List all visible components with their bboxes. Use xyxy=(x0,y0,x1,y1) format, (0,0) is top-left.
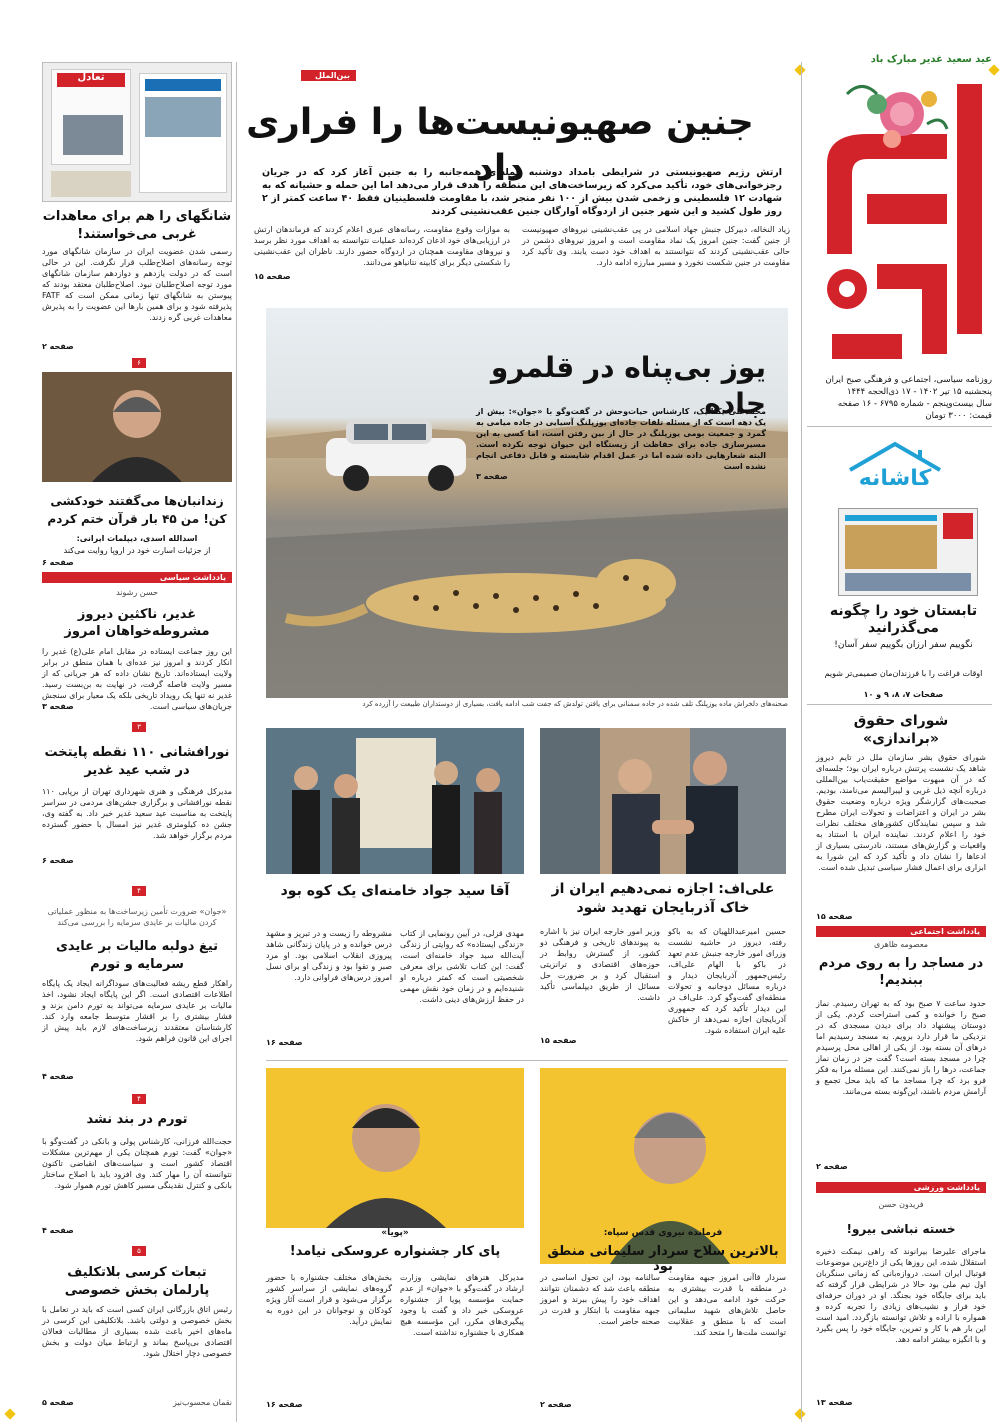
cheetah-body: محمدعلی یکتانیک، کارشناس حیات‌وحش در گفت‌وگو با «جوان»: بیش از یک دهه است که از مسئله تلفات جاده‌ای یوزپلنگ آسیایی در جاده میامی به گمرد و جمعیت بومی یوزپلنگ در حال از بین رفتن است، اما کسی به این مسیرسازی جاده برای حفاظت از زیستگاه این حیوان توجه نکرده است. البته شعارهایی داده شده اما در عمل اقدام شایسته و قابل دفاعی انجام نشده است xyxy=(476,407,766,471)
corner-decoration xyxy=(794,1408,805,1419)
ghadir-page[interactable]: صفحه ۳ xyxy=(42,702,74,711)
masthead-info-line2: پنجشنبه ۱۵ تیر ۱۴۰۲ - ۱۷ ذی‌الحجه ۱۴۴۴ xyxy=(846,387,992,397)
noor-headline: نورافشانی ۱۱۰ نقطه پایتخت در شب عید غدیر xyxy=(44,745,230,778)
lead-col2: به موازات وقوع مقاومت، رسانه‌های عبری اعلام کردند که فرماندهان ارتش در ارزیابی‌های خود اذعان کرده‌اند عملیات نتوانسته به اهداف مورد نظر برسد و نیروهای مقاومت همچنان در اردوگاه حضور دارند. ناظران این عقب‌نشینی را شکستی دیگر برای کابینه نتانیاهو می‌دانند. xyxy=(254,225,510,267)
newspapers-thumbnail[interactable] xyxy=(42,62,232,202)
tigh-kicker: «جوان» ضرورت تأمین زیرساخت‌ها به منظور عملیاتی کردن مالیات بر عایدی سرمایه را بررسی می‌کند xyxy=(47,907,227,927)
khasteh-headline: خسته نباشی بیرو! xyxy=(846,1222,956,1236)
lead-page[interactable]: صفحه ۱۵ xyxy=(254,272,291,281)
masthead-logo xyxy=(807,74,992,364)
aliyev-body2: وزیر امور خارجه ایران نیز با اشاره به پیوندهای تاریخی و فرهنگی دو کشور، از گسترش روابط در حوزه‌های اقتصادی و ترانزیتی استقبال کرد و بر ضرورت حل مسائل از طریق دیپلماسی تأکید داشت. xyxy=(540,927,660,1002)
khasteh-page[interactable]: صفحه ۱۳ xyxy=(816,1398,853,1407)
section-marker: ۳ xyxy=(132,722,146,732)
kashaneh-subtitle: نگوییم سفر ارزان بگوییم سفر آسان! xyxy=(834,640,973,650)
kashaneh-headline: تابستان خود را چگونه می‌گذرانید xyxy=(829,603,978,636)
tigh-page[interactable]: صفحه ۴ xyxy=(42,1072,74,1081)
asadi-page[interactable]: صفحه ۶ xyxy=(42,558,74,567)
kashaneh-body: اوقات فراغت را با فرزندان‌مان صمیمی‌تر شویم xyxy=(824,669,983,678)
asadi-subtitle: اسدالله اسدی، دیپلمات ایرانی: xyxy=(76,534,198,543)
masajed-body: حدود ساعت ۷ صبح بود که به تهران رسیدم. نماز صبح را خوانده و کمی استراحت کردم. یکی از دوستان پیشنهاد داد برای دیدن مسجدی که در نزدیکی ما قرار دارد برویم. به مسجد رسیدیم اما درهای آن بسته بود. از یکی از اهالی محل پرسیدم چرا در مسجد بسته است؟ گفت جز در زمان نماز جماعت، درها را باز نمی‌کنند. این مسئله مرا به فکر فرو برد که چرا مساجد ما که باید محل تجمع و آرامش مردم باشند، این‌گونه بسته می‌مانند. xyxy=(816,999,986,1096)
tavarom-body: حجت‌الله فرزانی، کارشناس پولی و بانکی در گفت‌وگو با «جوان» گفت: تورم همچنان یکی از مهم‌ترین مشکلات اقتصاد کشور است و سیاست‌های انقباضی تاکنون نتوانسته آن را مهار کند. وی افزود باید با اصلاح ساختار بانکی و کنترل نقدینگی مسیر کاهش تورم هموار شود. xyxy=(42,1137,232,1190)
cheetah-headline: یوز بی‌پناه در قلمرو جاده xyxy=(490,351,766,420)
masthead-info-line1: روزنامه سیاسی، اجتماعی و فرهنگی صبح ایران xyxy=(825,375,992,385)
masthead-greeting: عید سعید غدیر مبارک باد xyxy=(870,54,992,65)
shoura-headline: شورای حقوق «براندازی» xyxy=(853,713,949,747)
pouya-photo-graphic xyxy=(266,1068,524,1228)
pouya-subtitle: «پویا» xyxy=(381,1228,409,1238)
ghadir-headline: غدیر، ناکثین دیروز مشروطه‌خواهان امروز xyxy=(64,607,210,639)
pouya-headline: پای کار جشنواره عروسکی نیامد! xyxy=(289,1244,501,1259)
shanghai-body: رسمی شدن عضویت ایران در سازمان شانگهای مورد توجه رسانه‌های اصلاح‌طلب قرار نگرفت. این در حالی است که در دولت یازدهم و دوازدهم سازمان شانگهای مورد توجه اصلاح‌طلبان نبود. اصلاح‌طلبان معتقد بودند که پیوستن به شانگهای تنها زمانی ممکن است که FATF پذیرفته شود و برای همین بارها این عضویت را به پذیرش معاهدات غربی گره زدند. xyxy=(42,247,232,322)
tavarom-page[interactable]: صفحه ۴ xyxy=(42,1226,74,1235)
pouya-body2: بخش‌های مختلف جشنواره با حضور گروه‌های نمایشی از سراسر کشور برگزار می‌شود و قرار است آثار ویژه کودکان و نوجوانان در این دوره به نمایش درآید. xyxy=(266,1273,392,1326)
noor-body: مدیرکل فرهنگی و هنری شهرداری تهران از برپایی ۱۱۰ نقطه نورافشانی و برگزاری جشن‌های مردمی در سراسر پایتخت به مناسبت عید سعید غدیر خبر داد. به گفته وی، جشن ده کیلومتری غدیر نیز امسال با حضور گسترده مردم برگزار خواهد شد. xyxy=(42,787,232,840)
kashaneh-page[interactable]: صفحات ۷، ۸، ۹ و ۱۰ xyxy=(863,690,944,699)
asadi-headline: زندانبان‌ها می‌گفتند خودکشی کن! من ۴۵ بار قرآن ختم کردم xyxy=(47,494,227,526)
handshake-photo-graphic xyxy=(540,728,786,874)
noor-page[interactable]: صفحه ۶ xyxy=(42,856,74,865)
masthead-info-line3: سال بیست‌وپنجم - شماره ۶۷۹۵ - ۱۶ صفحه xyxy=(837,399,992,409)
tigh-body: راهکار قطع ریشه فعالیت‌های سوداگرانه ایجاد یک پایگاه اطلاعات اقتصادی است. اگر این پایگاه ایجاد نشود، اخذ مالیات بر عایدی سرمایه می‌تواند به تورم دامن بزند و فشار بیشتری را بر اقشار متوسط جامعه وارد کند. کارشناسان معتقدند زیرساخت‌های لازم باید پیش از اجرای این قانون فراهم شود. xyxy=(42,979,232,1043)
lead-headline: جنین صهیونیست‌ها را فراری داد xyxy=(246,102,754,189)
sardar-page[interactable]: صفحه ۲ xyxy=(540,1400,572,1409)
newspapers-label: تعادل xyxy=(77,72,105,83)
masajed-tag: یادداشت اجتماعی xyxy=(816,926,986,937)
shoura-body: شورای حقوق بشر سازمان ملل در تایم دیروز شاهد یک نشست پرتنش درباره ایران بود؛ جلسه‌ای که در آن مبهوت مواضع حقیقت‌یاب بین‌المللی درباره آنچه ذیل غربی و لیبرالیسم می‌نامند، بودیم. صحبت‌های گزارشگر ویژه درباره وضعیت حقوق بشر در ایران و اعتراضات و تحولات ایران مطرح شد و سپس نمایندگان کشورهای مختلف نظرات خود را اعلام کردند. نماینده ایران با استناد به واقعیات و گزارش‌های مستند، نادرستی بسیاری از ادعاها را نشان داد و تأکید کرد که این شورا به ابزاری برای اعمال فشار سیاسی تبدیل شده است. xyxy=(816,753,986,872)
khamenei-headline: آقا سید جواد خامنه‌ای یک کوه بود xyxy=(280,883,510,899)
asadi-photo xyxy=(42,372,232,482)
kursi-headline: تبعات کرسی بلاتکلیف پارلمان بخش خصوصی xyxy=(64,1265,210,1298)
ghadir-tag: یادداشت سیاسی xyxy=(42,572,232,583)
pouya-page[interactable]: صفحه ۱۶ xyxy=(266,1400,303,1409)
sardar-body2: سالنامه بود، این تحول اساسی در منطقه باعث شد که دشمنان نتوانند اهداف خود را پیش ببرند و امروز جبهه مقاومت با ابتکار و قدرت در صحنه حاضر است. xyxy=(540,1273,660,1326)
masthead-price: قیمت: ۳۰۰۰ تومان xyxy=(925,411,992,421)
aliyev-photo xyxy=(540,728,786,874)
lead-intro: ارتش رژیم صهیونیستی در شرایطی بامداد دوشنبه حمله‌ای همه‌جانبه را به جنین آغاز کرد که در جریان رجزخوانی‌های خود، تأکید می‌کرد که زیرساخت‌های این منطقه را هدف قرار می‌دهد اما این حمله و حشیانه که به شهادت ۱۲ فلسطینی و زخمی شدن بیش از ۱۰۰ نفر منجر شد، با مقاومت فلسطینیان فقط ۴۰ ساعت کمتر از ۲ روز طول کشید و این شهر جنین از اردوگاه آوارگان جنین عقب‌نشینی کردند xyxy=(262,167,782,217)
sardar-body1: سردار قاآنی امروز جبهه مقاومت در منطقه با قدرت بیشتری به حرکت خود ادامه می‌دهد و این حاصل تلاش‌های شهید سلیمانی است که با منطق و عقلانیت توانست ملت‌ها را متحد کند. xyxy=(668,1273,786,1337)
kursi-body: رئیس اتاق بازرگانی ایران کسی است که باید در تعامل با بخش خصوصی و دولتی باشد. بلاتکلیفی این کرسی در ماه‌های اخیر باعث شده بسیاری از مطالبات فعالان اقتصادی بی‌پاسخ بماند و ارتباط میان دولت و بخش خصوصی دچار اختلال شود. xyxy=(42,1305,232,1358)
aliyev-page[interactable]: صفحه ۱۵ xyxy=(540,1036,577,1045)
section-marker: ۶ xyxy=(132,358,146,368)
tavarom-headline: تورم در بند نشد xyxy=(86,1112,188,1127)
shoura-page[interactable]: صفحه ۱۵ xyxy=(816,912,853,921)
ghadir-author: حسن رشوند xyxy=(116,588,158,597)
pouya-box xyxy=(266,1068,524,1228)
khasteh-body: ماجرای علیرضا بیرانوند که راهی نیمکت ذخیره استقلال شده، این روزها یکی از داغ‌ترین موضوعات فوتبال ایران است. دروازه‌بانی که زمانی سنگربان اول تیم ملی بود حالا در شرایطی قرار گرفته که باید برای جایگاه خود بجنگد. او در دوران حرفه‌ای خود فراز و نشیب‌های زیادی را تجربه کرده و همواره با اراده و تلاش توانسته بازگردد. امید است این بار هم با کار و تمرین، جایگاه خود را پس بگیرد و با انگیزه بیشتر ادامه دهد. xyxy=(816,1247,986,1344)
asadi-line: از جزئیات اسارت خود در اروپا روایت می‌کند xyxy=(63,546,211,555)
cheetah-page[interactable]: صفحه ۳ xyxy=(476,472,508,481)
khasteh-author: فریدون حسن xyxy=(878,1200,924,1209)
lead-col1: زیاد النخاله، دبیرکل جنبش جهاد اسلامی در پی عقب‌نشینی نیروهای صهیونیست از جنین گفت: جنین امروز یک نماد مقاومت است و امروز نیروهای دشمن در حالی عقب‌نشینی کردند که نتوانستند به اهداف خود دست یابند. وی تأکید کرد مقاومت در جنین شکست نخورد و مسیر مبارزه ادامه دارد. xyxy=(522,225,790,267)
kashaneh-cover[interactable] xyxy=(838,508,978,596)
tigh-headline: تیغ دولبه مالیات بر عایدی سرمایه و تورم xyxy=(55,939,219,972)
kashaneh-title: کاشانه xyxy=(858,466,932,491)
khamenei-photo xyxy=(266,728,524,874)
khamenei-body2: مشروطه را زیست و در تبریز و مشهد درس خوانده و در پایان زندگانی شاهد پیروزی انقلاب اسلامی بود. او مرد صبر و تقوا بود و زندگی او برای نسل امروز درس‌های فراوانی دارد. xyxy=(266,929,392,982)
aliyev-body1: حسین امیرعبداللهیان که به باکو رفته، دیروز در حاشیه نشست وزرای امور خارجه جنبش عدم تعهد در باکو با الهام علی‌اف، رئیس‌جمهور آذربایجان دیدار و درباره مسائل دوجانبه و تحولات منطقه‌ای گفت‌وگو کرد. علی‌اف در این دیدار تأکید کرد که جمهوری آذربایجان اجازه نمی‌دهد از خاکش علیه ایران استفاده شود. xyxy=(668,927,786,1035)
masthead-info xyxy=(807,374,992,422)
masajed-author: معصومه ظاهری xyxy=(873,940,929,949)
kursi-author: نقمان محسوب‌نیز xyxy=(172,1398,232,1407)
section-marker: ۴ xyxy=(132,886,146,896)
corner-decoration xyxy=(4,1408,15,1419)
shanghai-page[interactable]: صفحه ۲ xyxy=(42,342,74,351)
sardar-subtitle: فرمانده نیروی قدس سپاه: xyxy=(603,1228,723,1238)
lead-tag: بین‌الملل xyxy=(301,70,356,81)
logo-graphic xyxy=(807,74,992,364)
sardar-headline: بالاترین سلاح سردار سلیمانی منطق بود xyxy=(547,1244,779,1274)
shanghai-headline: شانگهای را هم برای معاهدات غربی می‌خواستند! xyxy=(42,209,232,242)
pouya-body1: مدیرکل هنرهای نمایشی وزارت ارشاد در گفت‌وگو با «جوان» از عدم حمایت مؤسسه پویا از جشنواره عروسکی خبر داد و گفت با وجود پیگیری‌های مکرر، این مؤسسه هیچ همکاری با جشنواره نداشته است. xyxy=(400,1273,524,1337)
corner-decoration xyxy=(794,64,805,75)
aliyev-headline: علی‌اف: اجازه نمی‌دهیم ایران از خاک آذربایجان تهدید شود xyxy=(551,881,775,916)
masajed-page[interactable]: صفحه ۲ xyxy=(816,1162,848,1171)
asadi-photo-graphic xyxy=(42,372,232,482)
khamenei-body1: مهدی قزلی، در آیین رونمایی از کتاب «زندگی ایستاده» که روایتی از زندگی آیت‌الله سید جواد خامنه‌ای است، گفت: این کتاب تلاشی برای معرفی شخصیتی است که کمتر درباره او شنیده‌ایم و در زمان خود نقش مهمی در حفظ ارزش‌های دینی داشت. xyxy=(400,929,524,1004)
ceremony-photo-graphic xyxy=(266,728,524,874)
section-marker: ۴ xyxy=(132,1094,146,1104)
cheetah-caption: صحنه‌های دلخراش ماده یوزپلنگ تلف شده در جاده سمنانی برای یافتن تولدش که جفت شب ادامه یافت، بسیاری از دوستداران طبیعت را آزرده کرد xyxy=(362,700,788,708)
ghadir-body: این روز جماعت ایستاده در مقابل امام علی(ع) غدیر را انکار کردند و امروز نیز عده‌ای با همان منطق در برابر ولایت ایستاده‌اند. تاریخ نشان داده که هر جریانی که از مسیر ولایت فاصله گرفت، در نهایت به بن‌بست رسید. غدیر نه تنها یک رویداد تاریخی بلکه یک معیار برای سنجش جریان‌های سیاسی است. xyxy=(42,647,232,711)
masajed-headline: در مساجد را به روی مردم ببندیم! xyxy=(818,956,984,988)
khamenei-page[interactable]: صفحه ۱۶ xyxy=(266,1038,303,1047)
section-marker: ۵ xyxy=(132,1246,146,1256)
kursi-page[interactable]: صفحه ۵ xyxy=(42,1398,74,1407)
khasteh-tag: یادداشت ورزشی xyxy=(816,1182,986,1193)
kashaneh-logo xyxy=(840,440,950,500)
